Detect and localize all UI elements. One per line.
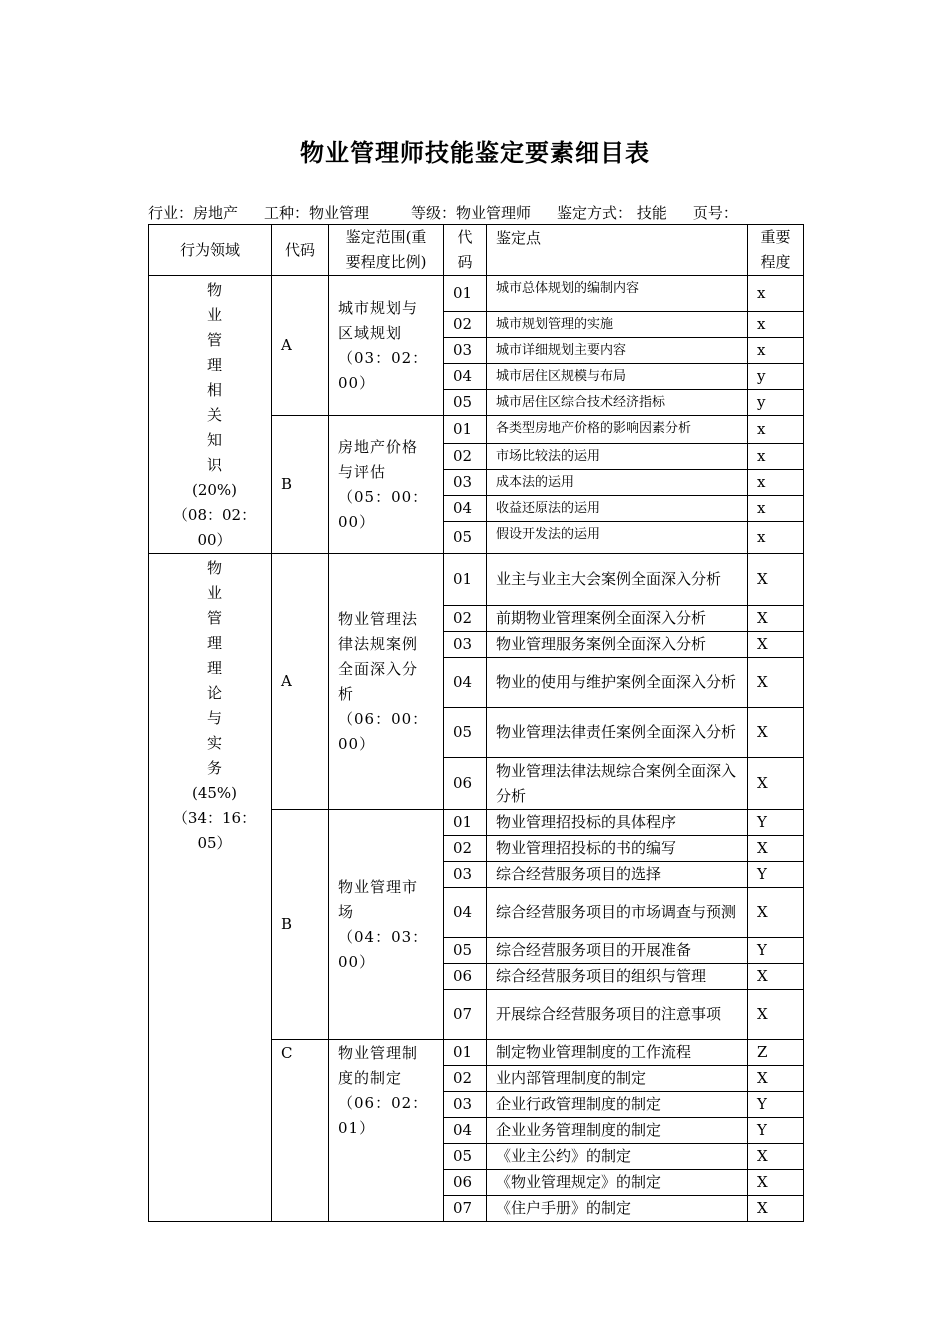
item-importance: X <box>748 658 804 708</box>
scope-line: 度的制定 <box>338 1069 403 1087</box>
item-code: 02 <box>444 606 487 632</box>
item-code: 04 <box>444 364 487 390</box>
table-row <box>149 554 804 606</box>
item-importance: x <box>748 338 804 364</box>
header-importance <box>748 225 804 276</box>
item-importance: Y <box>748 862 804 888</box>
scope-ratio-line2: 00） <box>338 512 376 531</box>
domain-char: 物 <box>206 281 222 299</box>
domain-percent: (20%) <box>191 481 238 499</box>
section-scope <box>329 1040 444 1222</box>
item-code: 02 <box>444 836 487 862</box>
header-point: 鉴定点 <box>487 225 748 276</box>
header-row <box>149 225 804 276</box>
scope-line: 全面深入分 <box>338 659 419 678</box>
item-text: 业内部管理制度的制定 <box>487 1066 748 1092</box>
item-importance: x <box>748 496 804 522</box>
item-code: 07 <box>444 990 487 1040</box>
item-text: 《业主公约》的制定 <box>487 1144 748 1170</box>
method-label: 鉴定方式： 技能 <box>557 204 667 222</box>
item-importance: Y <box>748 1118 804 1144</box>
item-code: 05 <box>444 522 487 554</box>
header-scope-line2: 要程度比例) <box>345 253 427 271</box>
item-importance: X <box>748 964 804 990</box>
item-importance: X <box>748 836 804 862</box>
item-code: 03 <box>444 862 487 888</box>
domain-char: 理 <box>206 659 222 677</box>
item-text: 综合经营服务项目的组织与管理 <box>487 964 748 990</box>
page-title: 物业管理师技能鉴定要素细目表 <box>300 139 650 167</box>
scope-ratio-line1: （04：03： <box>338 927 429 946</box>
page-number-label: 页号： <box>692 204 738 222</box>
item-code: 02 <box>444 444 487 470</box>
scope-line: 物业管理制 <box>338 1044 419 1062</box>
industry-label: 行业：房地产 <box>148 204 239 222</box>
item-text: 城市居住区规模与布局 <box>487 364 748 390</box>
domain-char: 理 <box>206 634 222 652</box>
item-code: 02 <box>444 312 487 338</box>
item-text: 物业管理服务案例全面深入分析 <box>487 632 748 658</box>
domain-char: 理 <box>206 356 222 374</box>
item-importance: y <box>748 390 804 416</box>
item-text: 各类型房地产价格的影响因素分析 <box>487 416 748 444</box>
item-code: 05 <box>444 390 487 416</box>
item-text: 城市居住区综合技术经济指标 <box>487 390 748 416</box>
scope-line: 房地产价格 <box>338 437 419 456</box>
item-text: 物业管理招投标的书的编写 <box>487 836 748 862</box>
item-text: 物业的使用与维护案例全面深入分析 <box>487 658 748 708</box>
item-importance: X <box>748 1144 804 1170</box>
domain-ratio-line1: （34：16： <box>172 809 257 827</box>
section-scope <box>329 416 444 554</box>
section-code: A <box>272 554 329 810</box>
domain-char: 物 <box>206 559 222 577</box>
domain-char: 业 <box>206 584 222 602</box>
item-code: 04 <box>444 1118 487 1144</box>
scope-ratio-line2: 00） <box>338 734 376 753</box>
item-code: 06 <box>444 758 487 810</box>
item-code: 01 <box>444 810 487 836</box>
header-importance-line1: 重要 <box>760 228 791 246</box>
item-text: 成本法的运用 <box>487 470 748 496</box>
domain-cell <box>149 276 272 554</box>
item-importance: y <box>748 364 804 390</box>
item-text: 业主与业主大会案例全面深入分析 <box>487 554 748 606</box>
item-text: 假设开发法的运用 <box>487 522 748 554</box>
item-code: 02 <box>444 1066 487 1092</box>
item-text: 城市总体规划的编制内容 <box>487 276 748 312</box>
item-code: 05 <box>444 708 487 758</box>
item-importance: x <box>748 444 804 470</box>
item-text: 物业管理招投标的具体程序 <box>487 810 748 836</box>
item-code: 03 <box>444 338 487 364</box>
item-text: 制定物业管理制度的工作流程 <box>487 1040 748 1066</box>
item-code: 06 <box>444 1170 487 1196</box>
header-domain: 行为领域 <box>149 225 272 276</box>
domain-char: 实 <box>206 734 222 752</box>
item-importance: x <box>748 522 804 554</box>
domain-char: 识 <box>206 456 222 474</box>
item-text: 《住户手册》的制定 <box>487 1196 748 1222</box>
section-code: B <box>272 810 329 1040</box>
scope-line: 场 <box>338 902 355 921</box>
header-code2 <box>444 225 487 276</box>
item-text: 开展综合经营服务项目的注意事项 <box>487 990 748 1040</box>
item-code: 04 <box>444 496 487 522</box>
level-label: 等级：物业管理师 <box>411 204 532 222</box>
domain-ratio-line2: 00） <box>197 531 232 549</box>
item-text: 企业业务管理制度的制定 <box>487 1118 748 1144</box>
item-importance: X <box>748 708 804 758</box>
scope-ratio-line1: （06：02： <box>338 1094 429 1112</box>
domain-char: 相 <box>206 381 222 399</box>
domain-char: 管 <box>206 331 222 349</box>
header-code2-line1: 代 <box>457 228 473 246</box>
scope-ratio-line1: （05：00： <box>338 487 429 506</box>
item-code: 01 <box>444 1040 487 1066</box>
item-importance: x <box>748 312 804 338</box>
scope-ratio-line1: （03：02： <box>338 348 429 367</box>
table-body <box>149 225 804 1222</box>
domain-char: 管 <box>206 609 222 627</box>
item-text: 城市详细规划主要内容 <box>487 338 748 364</box>
section-code: C <box>272 1040 329 1222</box>
section-scope <box>329 554 444 810</box>
item-importance: Y <box>748 1092 804 1118</box>
item-importance: x <box>748 276 804 312</box>
domain-char: 知 <box>206 431 222 449</box>
item-importance: X <box>748 1196 804 1222</box>
scope-line: 律法规案例 <box>338 634 419 653</box>
item-text: 综合经营服务项目的开展准备 <box>487 938 748 964</box>
item-importance: x <box>748 470 804 496</box>
scope-line: 与评估 <box>338 462 387 481</box>
header-importance-line2: 程度 <box>760 253 791 271</box>
domain-char: 业 <box>206 306 222 324</box>
item-text: 企业行政管理制度的制定 <box>487 1092 748 1118</box>
item-code: 01 <box>444 276 487 312</box>
section-code: A <box>272 276 329 416</box>
item-text: 市场比较法的运用 <box>487 444 748 470</box>
item-text: 前期物业管理案例全面深入分析 <box>487 606 748 632</box>
item-code: 04 <box>444 658 487 708</box>
item-code: 05 <box>444 938 487 964</box>
item-text: 综合经营服务项目的市场调查与预测 <box>487 888 748 938</box>
item-code: 04 <box>444 888 487 938</box>
item-text: 《物业管理规定》的制定 <box>487 1170 748 1196</box>
item-importance: Y <box>748 810 804 836</box>
scope-ratio-line1: （06：00： <box>338 709 429 728</box>
header-scope-line1: 鉴定范围(重 <box>345 228 427 246</box>
item-code: 03 <box>444 1092 487 1118</box>
domain-ratio-line2: 05） <box>197 834 232 852</box>
header-code2-line2: 码 <box>457 253 473 271</box>
domain-char: 与 <box>206 709 222 727</box>
domain-ratio-line1: （08：02： <box>172 506 257 524</box>
table-row <box>149 276 804 312</box>
item-importance: X <box>748 1066 804 1092</box>
domain-percent: (45%) <box>191 784 238 802</box>
item-importance: X <box>748 632 804 658</box>
item-code: 03 <box>444 470 487 496</box>
section-code: B <box>272 416 329 554</box>
item-code: 03 <box>444 632 487 658</box>
item-code: 06 <box>444 964 487 990</box>
item-code: 01 <box>444 554 487 606</box>
section-scope <box>329 810 444 1040</box>
item-importance: Z <box>748 1040 804 1066</box>
domain-cell <box>149 554 272 1222</box>
item-text: 物业管理法律责任案例全面深入分析 <box>487 708 748 758</box>
item-importance: x <box>748 416 804 444</box>
scope-ratio-line2: 00） <box>338 952 376 971</box>
scope-line: 析 <box>338 684 355 703</box>
item-importance: X <box>748 888 804 938</box>
scope-line: 物业管理市 <box>338 877 419 896</box>
item-text: 城市规划管理的实施 <box>487 312 748 338</box>
header-meta <box>148 202 738 223</box>
item-importance: X <box>748 1170 804 1196</box>
appraisal-table <box>148 224 804 1222</box>
item-code: 05 <box>444 1144 487 1170</box>
item-code: 07 <box>444 1196 487 1222</box>
scope-ratio-line2: 00） <box>338 373 376 392</box>
item-importance: Y <box>748 938 804 964</box>
scope-line: 区域规划 <box>338 323 403 342</box>
header-code: 代码 <box>272 225 329 276</box>
item-importance: X <box>748 758 804 810</box>
item-text: 综合经营服务项目的选择 <box>487 862 748 888</box>
domain-char: 关 <box>206 406 222 424</box>
trade-label: 工种：物业管理 <box>264 204 370 222</box>
scope-line: 城市规划与 <box>338 298 419 317</box>
domain-char: 务 <box>206 759 222 777</box>
scope-ratio-line2: 01） <box>338 1119 376 1137</box>
domain-char: 论 <box>206 684 222 702</box>
item-code: 01 <box>444 416 487 444</box>
item-importance: X <box>748 606 804 632</box>
item-text: 物业管理法律法规综合案例全面深入分析 <box>487 758 748 810</box>
scope-line: 物业管理法 <box>338 609 419 628</box>
item-importance: X <box>748 990 804 1040</box>
header-scope <box>329 225 444 276</box>
item-importance: X <box>748 554 804 606</box>
section-scope <box>329 276 444 416</box>
item-text: 收益还原法的运用 <box>487 496 748 522</box>
